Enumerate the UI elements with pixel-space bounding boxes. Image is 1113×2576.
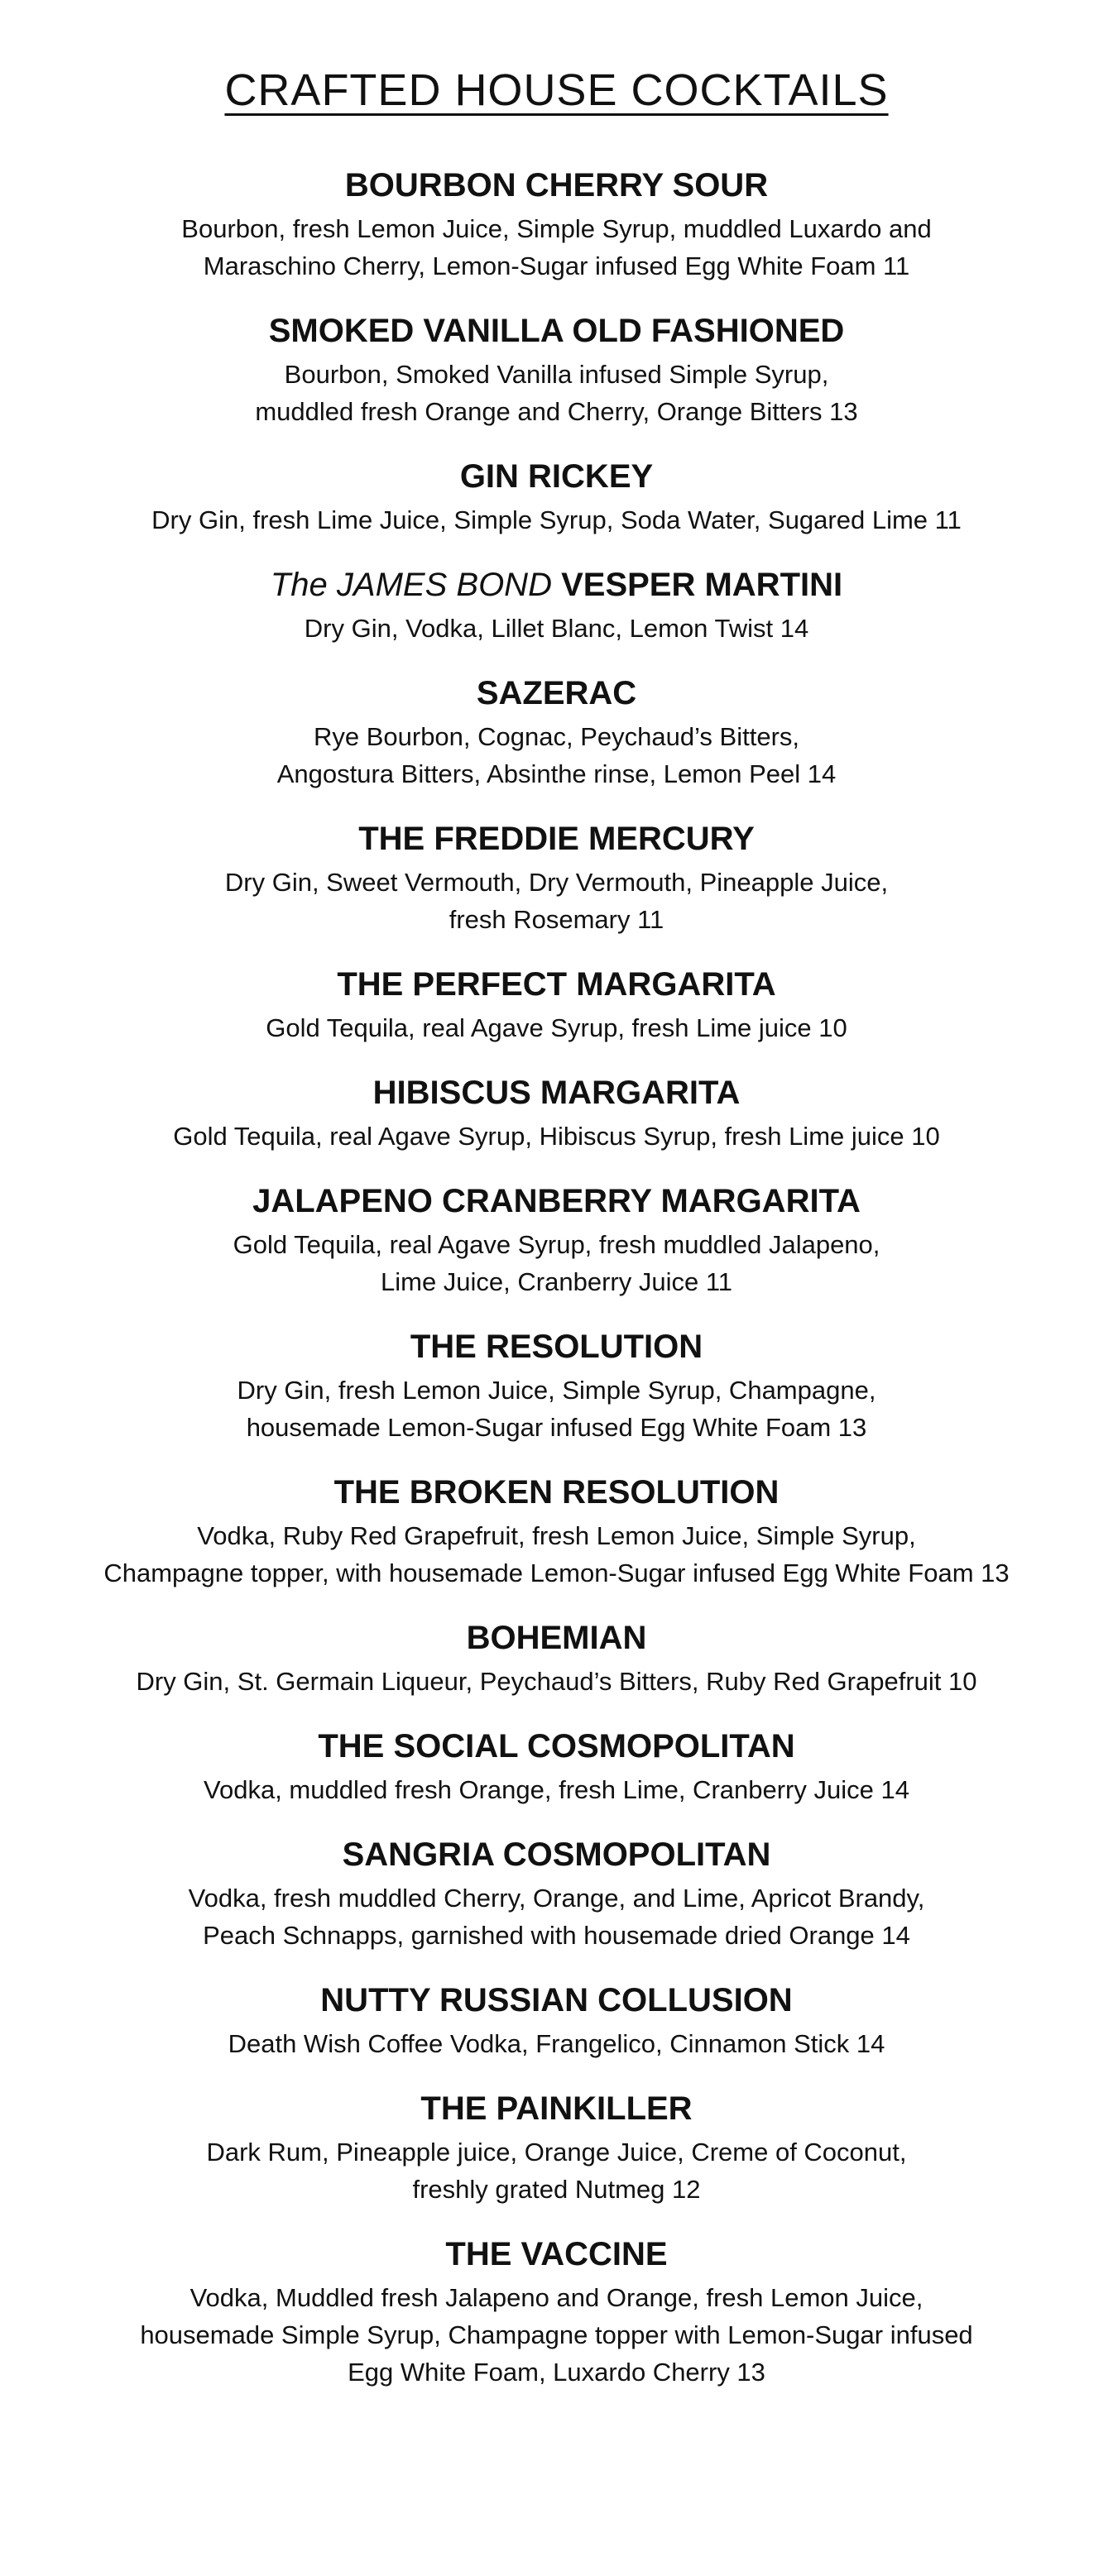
menu-item-description	[0, 1879, 1113, 1954]
menu-item-name-text: THE SOCIAL COSMOPOLITAN	[318, 1728, 795, 1764]
menu-item-name-text: BOHEMIAN	[466, 1620, 647, 1656]
menu-item-name-text: SMOKED VANILLA OLD FASHIONED	[268, 313, 845, 349]
menu-item-name	[0, 2233, 1113, 2276]
menu-item-name-text: VESPER MARTINI	[561, 567, 843, 603]
menu-item	[0, 817, 1113, 938]
menu-item	[0, 1725, 1113, 1808]
menu-item	[0, 1071, 1113, 1155]
menu-item-description-line: Egg White Foam, Luxardo Cherry 13	[348, 2358, 765, 2387]
menu-item-description	[0, 2025, 1113, 2062]
menu-item-description	[0, 718, 1113, 792]
menu-item-name-text: THE FREDDIE MERCURY	[358, 821, 755, 857]
menu-item-description	[0, 210, 1113, 285]
menu-item-description-line: Rye Bourbon, Cognac, Peychaud’s Bitters,	[313, 722, 800, 751]
menu-item-name	[0, 2087, 1113, 2130]
menu-item	[0, 1471, 1113, 1592]
menu-item-name	[0, 1833, 1113, 1876]
menu-item	[0, 2087, 1113, 2208]
menu-item-description-line: Peach Schnapps, garnished with housemade dried Orange 14	[203, 1921, 910, 1950]
menu-item-description-line: housemade Lemon-Sugar infused Egg White Foam 13	[246, 1413, 867, 1442]
menu-item	[0, 563, 1113, 647]
menu-item-description-line: Bourbon, fresh Lemon Juice, Simple Syrup, muddled Luxardo and	[181, 214, 932, 243]
menu-item-name-text: NUTTY RUSSIAN COLLUSION	[320, 1982, 793, 2018]
menu-item-name-text: BOURBON CHERRY SOUR	[344, 167, 769, 203]
menu-item-description-line: Death Wish Coffee Vodka, Frangelico, Cinnamon Stick 14	[228, 2029, 885, 2058]
menu-item-description-line: Vodka, muddled fresh Orange, fresh Lime, Cranberry Juice 14	[204, 1775, 909, 1804]
menu-item-description-line: Vodka, fresh muddled Cherry, Orange, and Lime, Apricot Brandy,	[188, 1884, 925, 1913]
menu-item	[0, 672, 1113, 792]
menu-item-description	[0, 356, 1113, 430]
menu-item	[0, 963, 1113, 1046]
menu-item-name	[0, 563, 1113, 606]
menu-item-description-line: freshly grated Nutmeg 12	[412, 2175, 701, 2204]
menu-item	[0, 164, 1113, 285]
menu-item	[0, 1325, 1113, 1446]
menu-item-description-line: Vodka, Ruby Red Grapefruit, fresh Lemon Juice, Simple Syrup,	[197, 1521, 916, 1550]
menu-item-description-line: housemade Simple Syrup, Champagne topper with Lemon-Sugar infused	[140, 2320, 973, 2349]
menu-item-name-text: JALAPENO CRANBERRY MARGARITA	[252, 1183, 861, 1219]
menu-item-description	[0, 501, 1113, 539]
menu-item-name	[0, 672, 1113, 715]
menu-item-description-line: Vodka, Muddled fresh Jalapeno and Orange, fresh Lemon Juice,	[189, 2283, 924, 2312]
menu-item-name	[0, 455, 1113, 498]
menu-item	[0, 1180, 1113, 1300]
menu-item-description-line: Dry Gin, St. Germain Liqueur, Peychaud’s Bitters, Ruby Red Grapefruit 10	[136, 1667, 977, 1696]
menu-item-description	[0, 1009, 1113, 1046]
menu-item-description-line: muddled fresh Orange and Cherry, Orange Bitters 13	[255, 397, 858, 426]
menu-item-name	[0, 164, 1113, 207]
menu-item-description-line: Maraschino Cherry, Lemon-Sugar infused Egg White Foam 11	[203, 251, 910, 280]
menu-item-description-line: Champagne topper, with housemade Lemon-Sugar infused Egg White Foam 13	[103, 1559, 1010, 1587]
menu-item-name	[0, 1979, 1113, 2022]
menu-item-description-line: Lime Juice, Cranberry Juice 11	[381, 1267, 732, 1296]
menu-item-name-text: THE BROKEN RESOLUTION	[333, 1474, 780, 1511]
menu-item-name-text: SAZERAC	[476, 675, 637, 711]
menu-item-description	[0, 2279, 1113, 2391]
menu-item-description-line: Gold Tequila, real Agave Syrup, fresh muddled Jalapeno,	[233, 1230, 880, 1259]
menu-item-name-text: HIBISCUS MARGARITA	[372, 1075, 741, 1111]
menu-item-description	[0, 1517, 1113, 1592]
menu-item-name	[0, 1071, 1113, 1114]
menu-title: CRAFTED HOUSE COCKTAILS	[224, 65, 889, 115]
menu-item	[0, 1616, 1113, 1700]
menu-item-description	[0, 1771, 1113, 1808]
menu-item	[0, 455, 1113, 539]
menu-item-description-line: Dry Gin, Sweet Vermouth, Dry Vermouth, Pineapple Juice,	[224, 868, 889, 897]
menu-item-description	[0, 1118, 1113, 1155]
menu-item	[0, 1833, 1113, 1954]
menu-item-description-line: Gold Tequila, real Agave Syrup, Hibiscus Syrup, fresh Lime juice 10	[173, 1122, 940, 1151]
menu-item-description-line: Dark Rum, Pineapple juice, Orange Juice, Creme of Coconut,	[206, 2138, 907, 2167]
menu-item-name-text: GIN RICKEY	[459, 458, 654, 495]
menu-item-description-line: Dry Gin, fresh Lime Juice, Simple Syrup, Soda Water, Sugared Lime 11	[151, 505, 962, 534]
menu-item-description	[0, 864, 1113, 938]
menu-item-name	[0, 1725, 1113, 1768]
menu-item-name-prefix: The JAMES BOND	[270, 567, 562, 603]
menu-item-name	[0, 1180, 1113, 1223]
menu-item-description	[0, 1226, 1113, 1300]
menu-item-name	[0, 309, 1113, 352]
menu-item-description-line: Bourbon, Smoked Vanilla infused Simple Syrup,	[284, 360, 829, 389]
menu-item-name-text: SANGRIA COSMOPOLITAN	[342, 1836, 771, 1873]
menu-item-name-text: THE VACCINE	[445, 2236, 668, 2272]
menu-item-name	[0, 817, 1113, 860]
menu-item-description	[0, 610, 1113, 647]
menu-item	[0, 1979, 1113, 2062]
menu-item-description-line: Dry Gin, Vodka, Lillet Blanc, Lemon Twist 14	[304, 614, 809, 643]
menu-item-list	[0, 164, 1113, 2391]
menu-item-description	[0, 2133, 1113, 2208]
menu-item-description-line: fresh Rosemary 11	[449, 905, 664, 934]
menu-item	[0, 309, 1113, 430]
menu-item-description	[0, 1372, 1113, 1446]
menu-item-name	[0, 963, 1113, 1006]
menu-item-name-text: THE PAINKILLER	[420, 2090, 693, 2127]
menu-item	[0, 2233, 1113, 2391]
menu-item-name	[0, 1616, 1113, 1659]
menu-item-description-line: Angostura Bitters, Absinthe rinse, Lemon Peel 14	[276, 759, 837, 788]
menu-item-name-text: THE PERFECT MARGARITA	[337, 966, 776, 1003]
menu-item-name	[0, 1325, 1113, 1368]
menu-item-description	[0, 1663, 1113, 1700]
menu-item-description-line: Dry Gin, fresh Lemon Juice, Simple Syrup, Champagne,	[237, 1376, 876, 1405]
menu-item-name-text: THE RESOLUTION	[410, 1329, 703, 1365]
menu-item-description-line: Gold Tequila, real Agave Syrup, fresh Lime juice 10	[266, 1013, 847, 1042]
menu-item-name	[0, 1471, 1113, 1514]
